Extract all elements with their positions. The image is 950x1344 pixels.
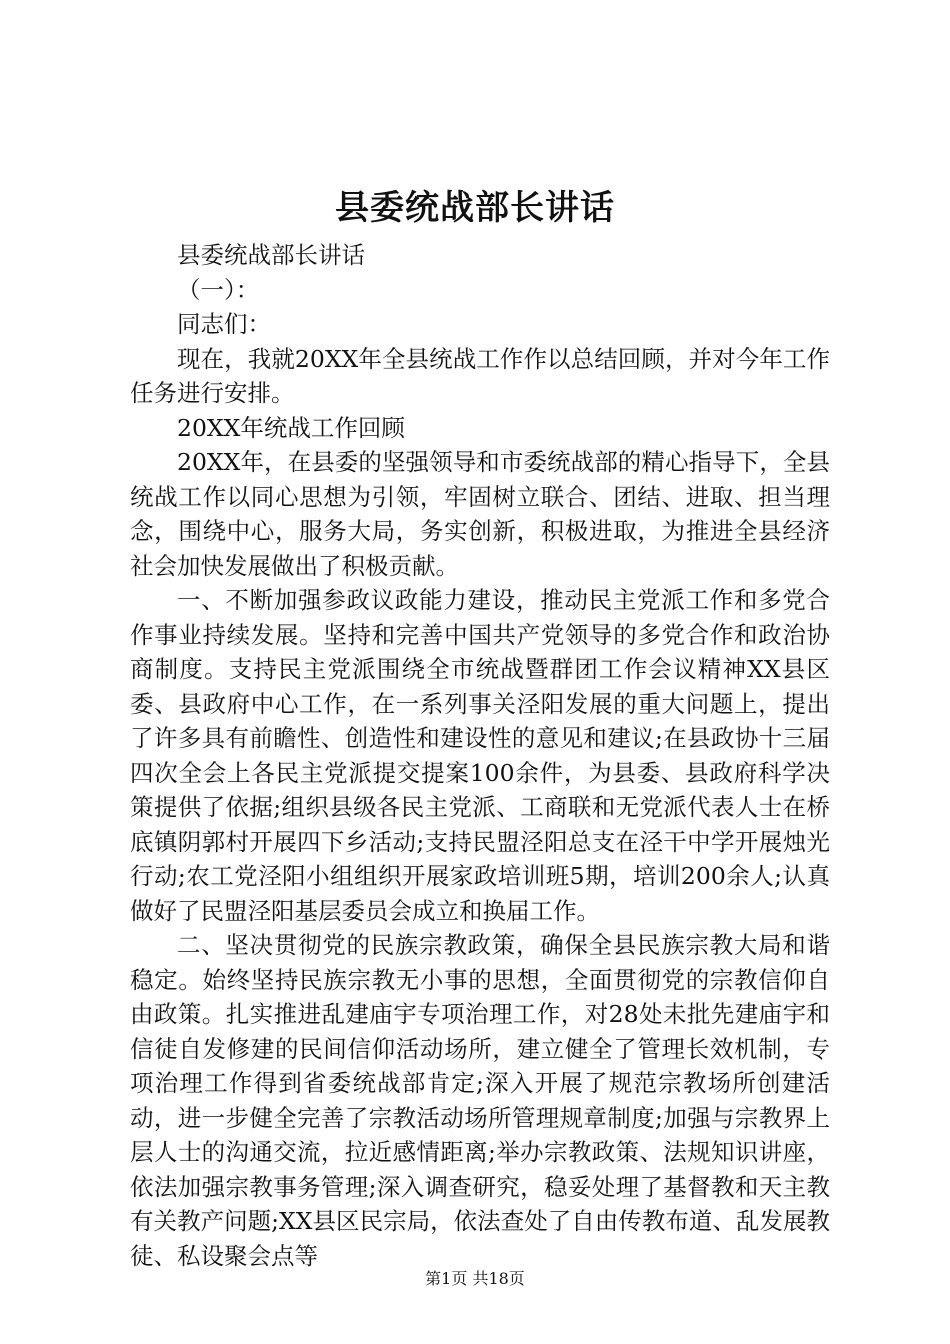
paragraph-heading-review: 20XX年统战工作回顾 bbox=[177, 413, 405, 442]
page-number-footer: 第1页 共18页 bbox=[425, 1269, 525, 1288]
paragraph-salutation: 同志们： bbox=[177, 310, 271, 338]
paragraph-subtitle: 县委统战部长讲话 bbox=[177, 241, 365, 269]
paragraph-intro: 现在，我就20XX年全县统战工作作以总结回顾，并对今年工作任务进行安排。 bbox=[130, 344, 830, 407]
paragraph-section-marker: （一）： bbox=[177, 275, 260, 304]
paragraph-point-one: 一、不断加强参政议政能力建设，推动民主党派工作和多党合作事业持续发展。坚持和完善中国共产党领导的多党合作和政治协商制度。支持民主党派围绕全市统战暨群团工作会议精神XX县区委、县政府中心工作，在一系列事关泾阳发展的重大问题上，提出了许多具有前瞻性、创造性和建设性的意见和建议;在县政协十三届四次全会上各民主党派提交提案100余件，为县委、县政府科学决策提供了依据;组织县级各民主党派、工商联和无党派代表人士在桥底镇阴郭村开展四下乡活动;支持民盟泾阳总支在泾干中学开展烛光行动;农工党泾阳小组组织开展家政培训班5期，培训200余人;认真做好了民盟泾阳基层委员会成立和换届工作。 bbox=[130, 586, 830, 925]
document-title: 县委统战部长讲话 bbox=[335, 188, 615, 228]
document-body bbox=[130, 238, 830, 1273]
paragraph-overview: 20XX年，在县委的坚强领导和市委统战部的精心指导下，全县统战工作以同心思想为引领，牢固树立联合、团结、进取、担当理念，围绕中心，服务大局，务实创新，积极进取，为推进全县经济社会加快发展做出了积极贡献。 bbox=[130, 448, 830, 580]
paragraph-point-two: 二、坚决贯彻党的民族宗教政策，确保全县民族宗教大局和谐稳定。始终坚持民族宗教无小事的思想，全面贯彻党的宗教信仰自由政策。扎实推进乱建庙宇专项治理工作，对28处未批先建庙宇和信徒自发修建的民间信仰活动场所，建立健全了管理长效机制，专项治理工作得到省委统战部肯定;深入开展了规范宗教场所创建活动，进一步健全完善了宗教活动场所管理规章制度;加强与宗教界上层人士的沟通交流，拉近感情距离;举办宗教政策、法规知识讲座，依法加强宗教事务管理;深入调查研究，稳妥处理了基督教和天主教有关教产问题;XX县区民宗局，依法查处了自由传教布道、乱发展教徒、私设聚会点等 bbox=[130, 931, 830, 1270]
